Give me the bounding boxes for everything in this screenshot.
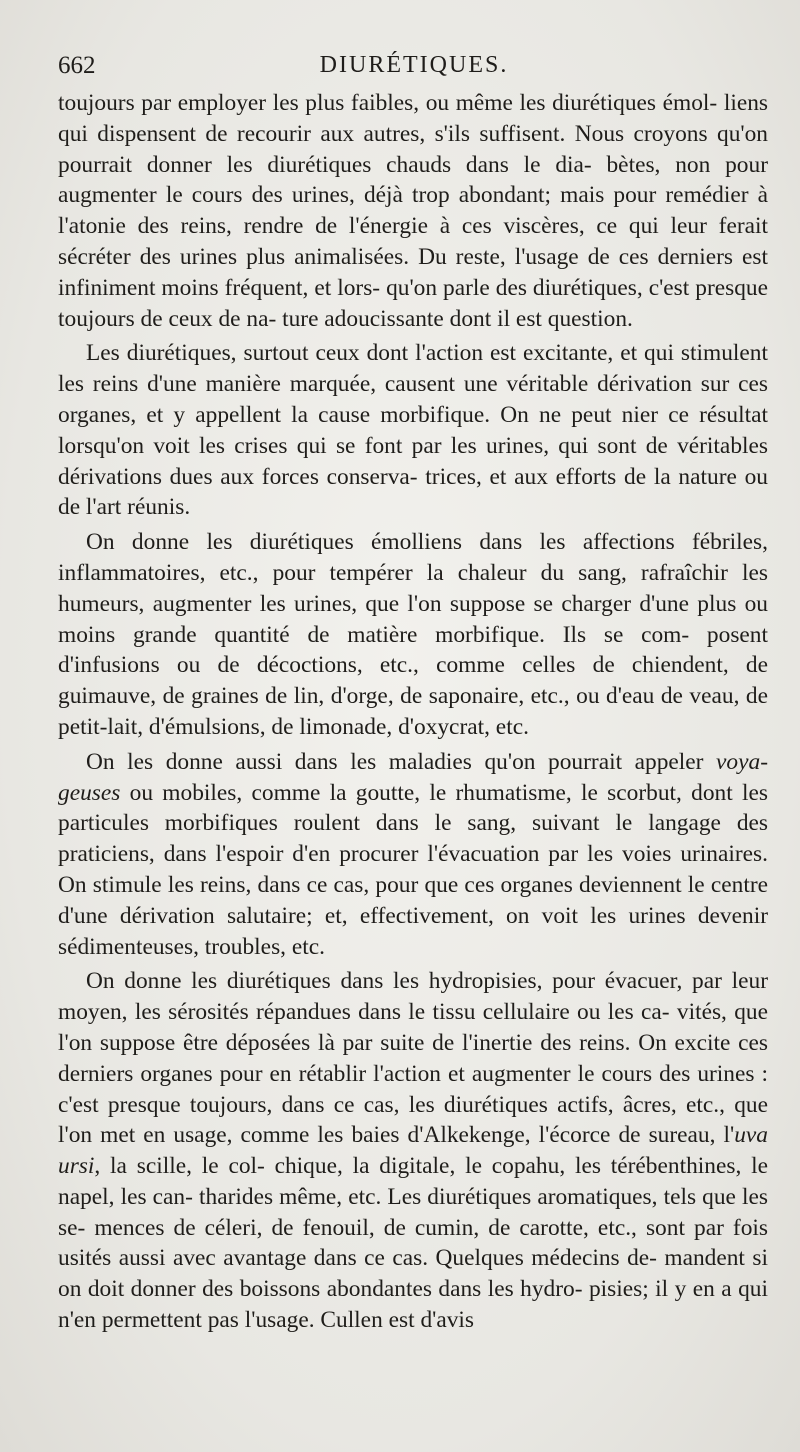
paragraph-text: On donne les diurétiques émolliens dans les affections fébriles, inflammatoires, etc., pour tempérer la chaleur du sang, rafraîchir les humeurs, augmenter les urines, que l'on suppose se charger d'une plus ou moins grande quantité de matière morbifique. Ils se com- posent d'infusions ou de décoctions, etc., comme celles de chiendent, de guimauve, de graines de lin, d'orge, de saponaire, etc., ou d'eau de veau, de petit-lait, d'émulsions, de limonade, d'oxycrat, etc. xyxy=(58,529,768,740)
body-paragraph xyxy=(58,747,768,963)
paragraph-text: Les diurétiques, surtout ceux dont l'action est excitante, et qui stimulent les reins d'une manière marquée, causent une véritable dérivation sur ces organes, et y appellent la cause morbifique. On ne peut nier ce résultat lorsqu'on voit les crises qui se font par les urines, qui sont de véritables dérivations dues aux forces conserva- trices, et aux efforts de la nature ou de l'art réunis. xyxy=(58,340,768,521)
page-body xyxy=(58,88,768,1336)
paragraph-text: toujours par employer les plus faibles, ou même les diurétiques émol- liens qui dispensent de recourir aux autres, s'ils suffisent. Nous croyons qu'on pourrait donner les diurétiques chauds dans le dia- bètes, non pour augmenter le cours des urines, déjà trop abondant; mais pour remédier à l'atonie des reins, rendre de l'énergie à ces viscères, ce qui leur ferait sécréter des urines plus animalisées. Du reste, l'usage de ces derniers est infiniment moins fréquent, et lors- qu'on parle des diurétiques, c'est presque toujours de ceux de na- ture adoucissante dont il est question. xyxy=(58,90,768,332)
body-paragraph xyxy=(58,527,768,743)
paragraph-text: , la scille, le col- chique, la digitale, le copahu, les térébenthines, le napel, les can- tharides même, etc. Les diurétiques aromatiques, tels que les se- mences de céleri, de fenouil, de cumin, de carotte, etc., sont par fois usités aussi avec avantage dans ce cas. Quelques médecins de- mandent si on doit donner des boissons abondantes dans les hydro- pisies; il y en a qui n'en permettent pas l'usage. Cullen est d'avis xyxy=(58,1153,768,1334)
italic-term: uva ursi xyxy=(58,1122,768,1180)
running-title: DIURÉTIQUES. xyxy=(319,52,509,78)
paragraph-text: ou mobiles, comme la goutte, le rhumatisme, le scorbut, dont les particules morbifiques roulent dans le sang, suivant le langage des praticiens, dans l'espoir d'en procurer l'évacuation par les voies urinaires. On stimule les reins, dans ce cas, pour que ces organes deviennent le centre d'une dérivation salutaire; et, effectivement, on voit les urines devenir sédimenteuses, troubles, etc. xyxy=(58,779,768,960)
body-paragraph xyxy=(58,966,768,1336)
page-number: 662 xyxy=(58,52,96,79)
body-paragraph xyxy=(58,338,768,523)
body-paragraph xyxy=(58,88,768,334)
paragraph-text: On donne les diurétiques dans les hydropisies, pour évacuer, par leur moyen, les sérosités répandues dans le tissu cellulaire ou les ca- vités, que l'on suppose être déposées là par suite de l'inertie des reins. On excite ces derniers organes pour en rétablir l'action et augmenter le cours des urines : c'est presque toujours, dans ce cas, les diurétiques actifs, âcres, etc., que l'on met en usage, comme les baies d'Alkekenge, l'écorce de sureau, l' xyxy=(58,968,768,1149)
paragraph-text: On les donne aussi dans les maladies qu'on pourrait appeler xyxy=(86,748,717,775)
page-header xyxy=(58,48,770,88)
italic-term: voya- geuses xyxy=(58,748,768,806)
